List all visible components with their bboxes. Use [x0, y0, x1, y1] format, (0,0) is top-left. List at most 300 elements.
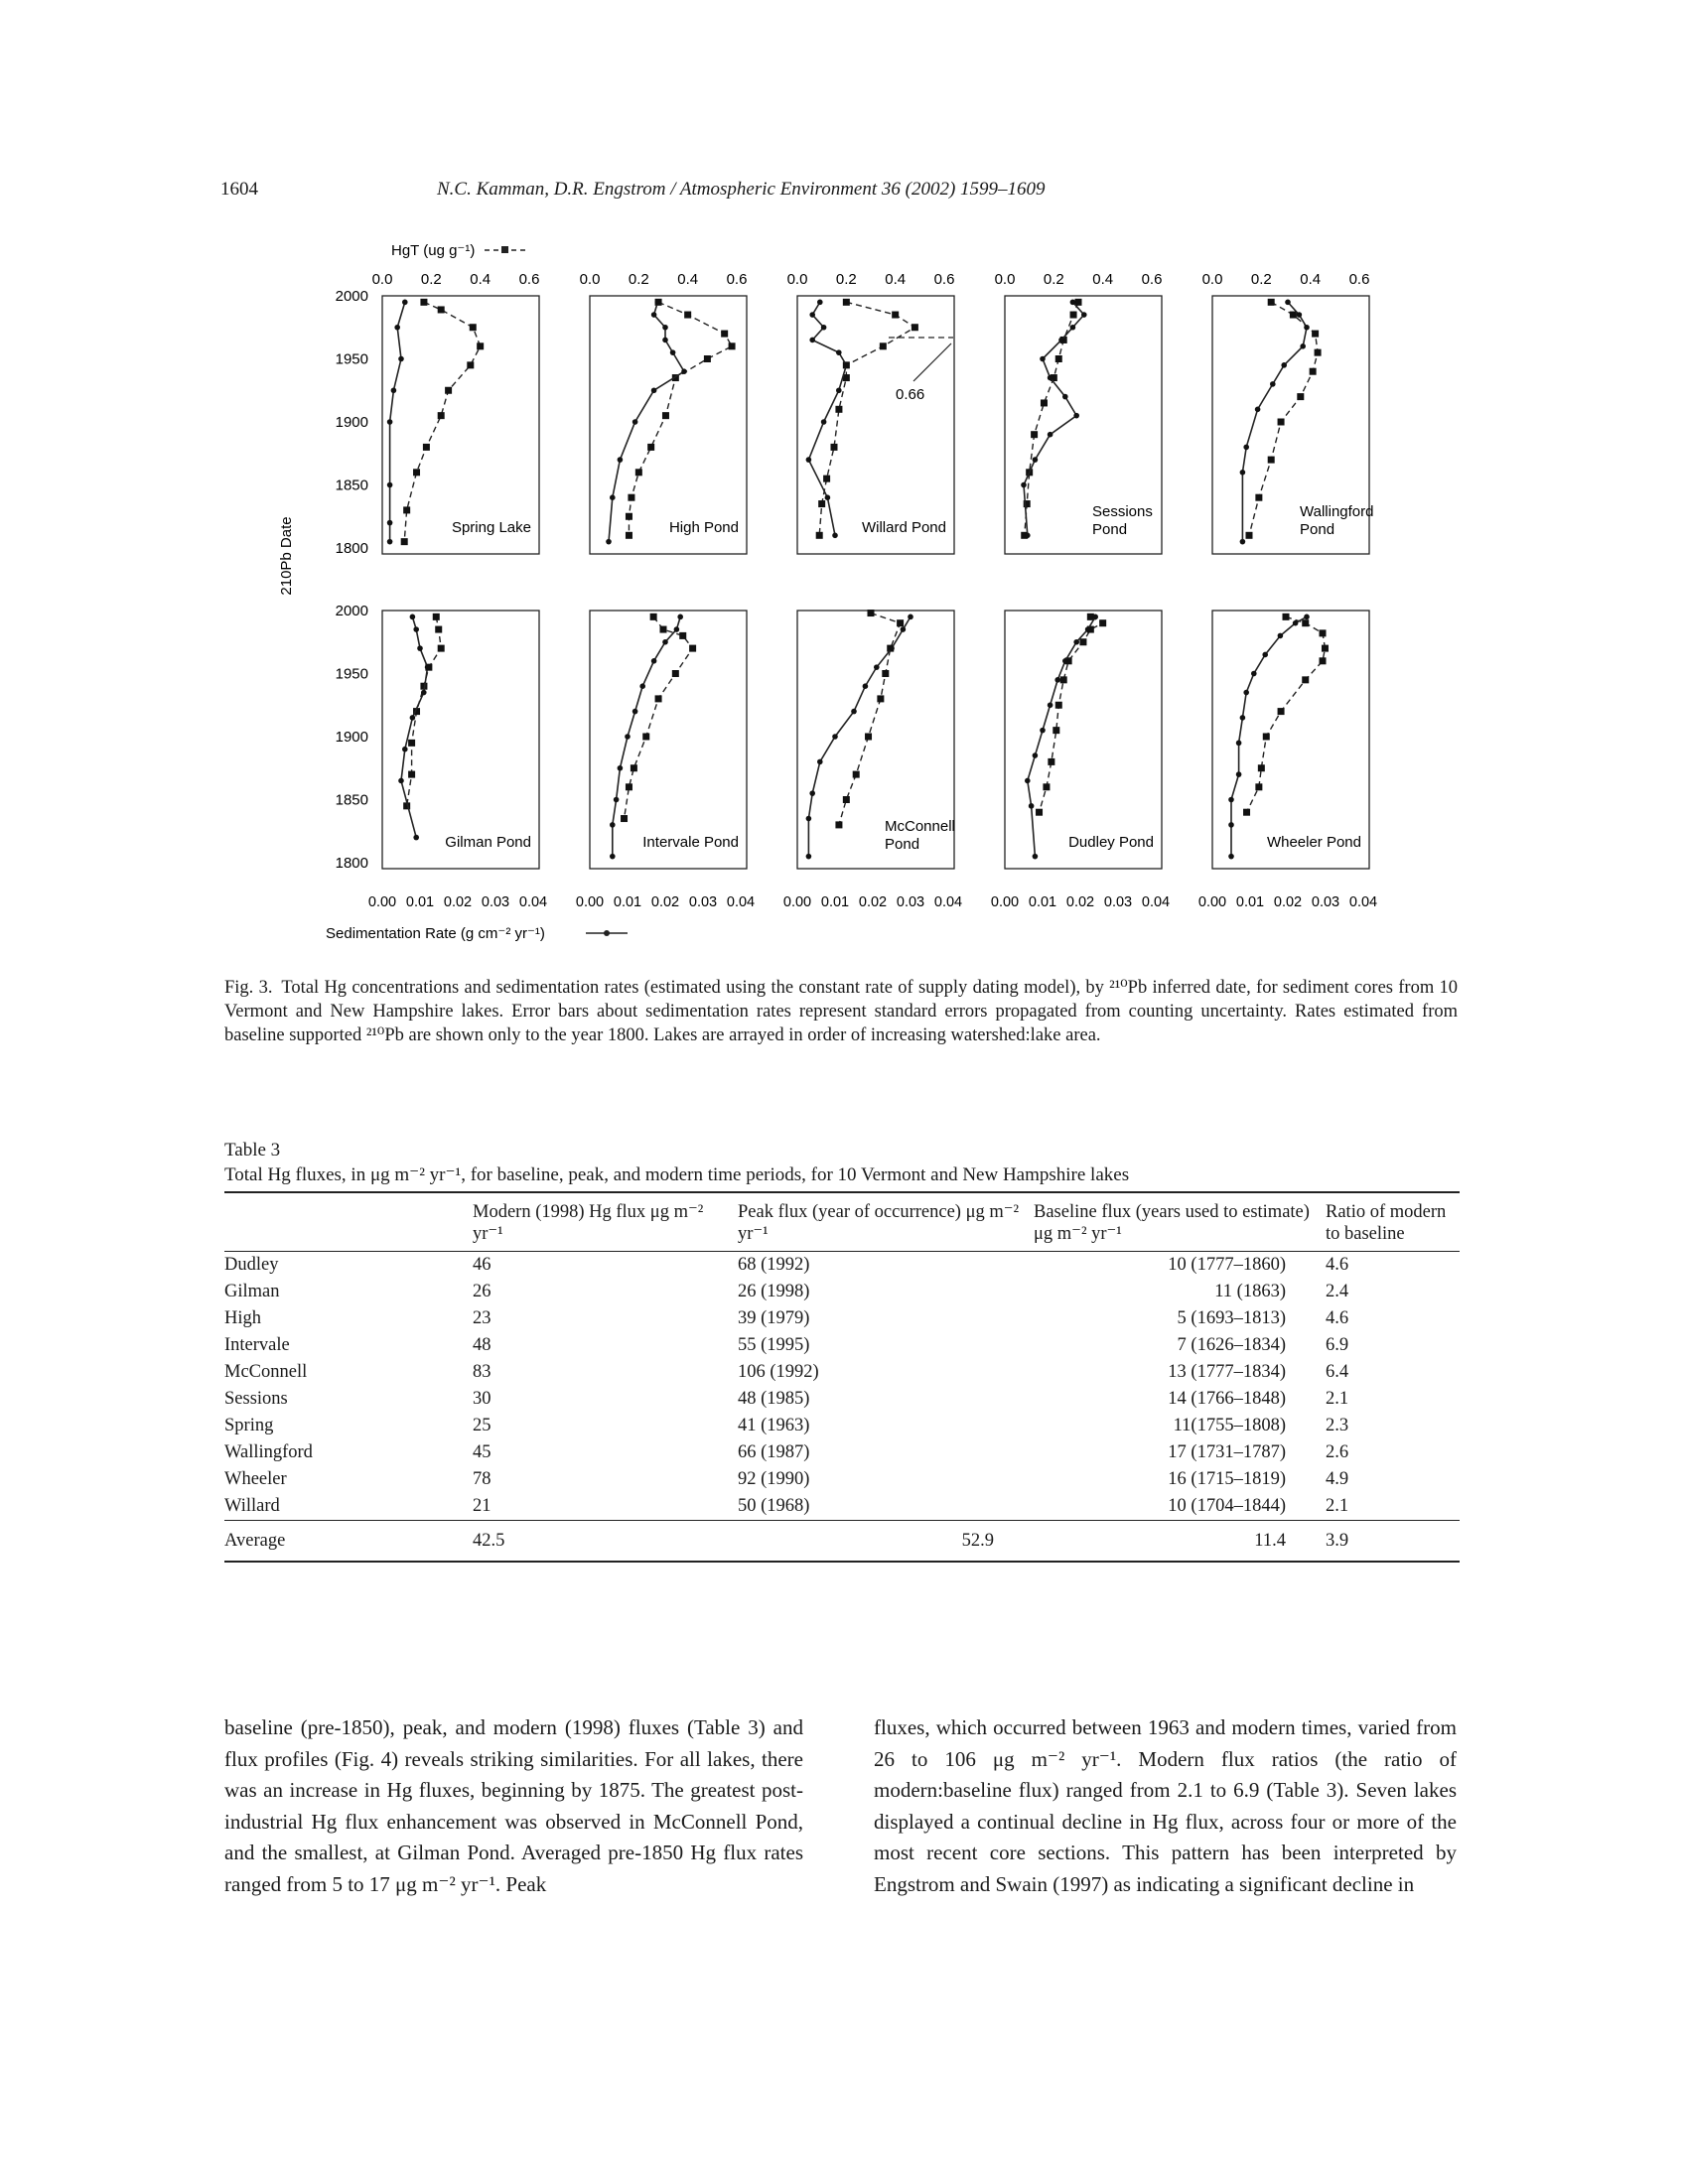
top-axis-tick-label: 0.6 — [518, 271, 540, 288]
table-footer-row — [224, 1521, 1460, 1563]
hg-data-point — [470, 324, 477, 331]
hg-data-point — [660, 626, 667, 633]
table-cell: 3.9 — [1326, 1530, 1349, 1551]
sed-data-point — [908, 614, 913, 620]
table-cell: 48 (1985) — [738, 1389, 810, 1409]
bottom-axis-tick-label: 0.02 — [650, 894, 680, 910]
table-row — [224, 1386, 1460, 1413]
sed-data-point — [651, 658, 657, 664]
sed-data-point — [1040, 356, 1046, 362]
panel-frame — [1212, 611, 1369, 869]
sed-data-point — [610, 854, 616, 860]
sed-data-point — [1304, 614, 1310, 620]
sed-data-point — [387, 520, 393, 526]
table-row — [224, 1359, 1460, 1386]
sed-data-point — [410, 614, 416, 620]
sed-data-point — [387, 419, 393, 425]
hg-data-point — [912, 324, 918, 331]
hg-series-line — [629, 302, 732, 535]
lake-label: Wheeler Pond — [1266, 834, 1361, 851]
hg-data-point — [1263, 734, 1270, 741]
table-row — [224, 1305, 1460, 1332]
sed-data-point — [1048, 432, 1053, 438]
hg-data-point — [1310, 368, 1317, 375]
bottom-axis-tick-label: 0.02 — [1273, 894, 1303, 910]
year-tick-label: 1800 — [335, 855, 368, 872]
year-tick-label: 2000 — [335, 288, 368, 305]
year-tick-label: 1950 — [335, 665, 368, 683]
hg-data-point — [438, 412, 445, 419]
sed-data-point — [681, 368, 687, 374]
sed-data-point — [677, 614, 683, 620]
sed-data-point — [674, 626, 680, 632]
sed-data-point — [398, 778, 404, 784]
table-cell: 83 — [473, 1362, 491, 1382]
hg-data-point — [445, 387, 452, 394]
table-cell: 17 (1731–1787) — [1168, 1442, 1286, 1462]
bottom-axis-tick-label: 0.00 — [575, 894, 605, 910]
hg-data-point — [1312, 331, 1319, 338]
sed-data-point — [817, 759, 823, 765]
sed-data-point — [832, 533, 838, 539]
sed-data-point — [825, 494, 831, 500]
hg-data-point — [897, 619, 904, 626]
sed-data-point — [1236, 771, 1242, 777]
top-axis-tick-label: 0.4 — [677, 271, 699, 288]
table-cell: Wallingford — [224, 1442, 313, 1462]
table-cell: McConnell — [224, 1362, 308, 1382]
bottom-axis-tick-label: 0.01 — [820, 894, 850, 910]
bottom-axis-tick-label: 0.00 — [990, 894, 1020, 910]
lake-label: McConnell — [885, 818, 955, 835]
sed-data-point — [417, 645, 423, 651]
sed-data-point — [662, 639, 668, 645]
sed-data-point — [1281, 362, 1287, 368]
table-cell: 5 (1693–1813) — [1177, 1308, 1286, 1328]
sed-series-line — [1242, 302, 1307, 541]
hg-data-point — [1320, 657, 1327, 664]
sed-data-point — [1228, 822, 1234, 828]
hg-data-point — [843, 796, 850, 803]
table-cell: 2.1 — [1326, 1496, 1349, 1516]
table-cell: 11.4 — [1254, 1530, 1286, 1551]
hg-data-point — [1099, 619, 1106, 626]
table-cell: Gilman — [224, 1282, 280, 1301]
sed-data-point — [1243, 690, 1249, 696]
sed-data-point — [817, 300, 823, 306]
table-cell: Wheeler — [224, 1469, 287, 1489]
table-row — [224, 1493, 1460, 1521]
hg-data-point — [843, 299, 850, 306]
table-cell: 16 (1715–1819) — [1168, 1469, 1286, 1489]
hg-series-line — [1025, 302, 1078, 535]
hg-data-point — [1243, 809, 1250, 816]
sed-data-point — [398, 356, 404, 362]
top-axis-tick-label: 0.6 — [1348, 271, 1370, 288]
sed-data-point — [632, 709, 638, 715]
sed-data-point — [1033, 854, 1039, 860]
sed-data-point — [1062, 394, 1068, 400]
sed-data-point — [1073, 413, 1079, 419]
sed-data-point — [1243, 445, 1249, 451]
lake-label: Willard Pond — [861, 519, 946, 536]
hg-data-point — [1268, 457, 1275, 464]
table-cell: 92 (1990) — [738, 1469, 810, 1489]
hg-data-point — [892, 312, 899, 319]
hg-series-line — [404, 302, 480, 541]
hg-data-point — [882, 670, 889, 677]
hg-data-point — [408, 771, 415, 778]
top-axis-tick-label: 0.0 — [1201, 271, 1223, 288]
year-tick-label: 1850 — [335, 791, 368, 809]
hg-data-point — [626, 532, 632, 539]
table-cell: 106 (1992) — [738, 1362, 819, 1382]
bottom-axis-tick-label: 0.00 — [1197, 894, 1227, 910]
lake-label: Sessions — [1092, 503, 1153, 520]
lake-label-line-2: Pond — [1300, 521, 1335, 538]
sed-data-point — [614, 797, 620, 803]
table-cell: 11 (1863) — [1214, 1282, 1286, 1301]
top-axis-tick-label: 0.4 — [470, 271, 491, 288]
table-cell: 10 (1777–1860) — [1168, 1255, 1286, 1275]
table-cell: 4.6 — [1326, 1255, 1349, 1275]
hg-data-point — [877, 695, 884, 702]
sed-data-point — [836, 387, 842, 393]
hg-data-point — [413, 469, 420, 476]
table-body — [224, 1252, 1460, 1521]
sed-data-point — [421, 690, 427, 696]
hg-data-point — [679, 632, 686, 639]
y-axis-title: 210Pb Date — [278, 516, 295, 596]
table-row — [224, 1466, 1460, 1493]
sed-data-point — [1048, 702, 1053, 708]
sed-data-point — [606, 539, 612, 545]
hg-data-point — [423, 444, 430, 451]
lake-label-line-2: Pond — [885, 836, 920, 853]
table-cell: 2.1 — [1326, 1389, 1349, 1409]
top-axis-tick-label: 0.4 — [1092, 271, 1114, 288]
lake-label: Wallingford — [1300, 503, 1374, 520]
year-tick-label: 1900 — [335, 729, 368, 746]
year-tick-label: 1900 — [335, 414, 368, 431]
hg-data-point — [853, 771, 860, 778]
hg-data-point — [1278, 708, 1285, 715]
hg-data-point — [1290, 312, 1297, 319]
hg-data-point — [831, 444, 838, 451]
table-cell: 45 — [473, 1442, 491, 1462]
hg-data-point — [662, 412, 669, 419]
hg-data-point — [880, 342, 887, 349]
flux-table — [224, 1191, 1460, 1563]
hg-data-point — [642, 734, 649, 741]
body-text-right-column: fluxes, which occurred between 1963 and modern times, varied from 26 to 106 μg m⁻² yr⁻¹. Modern flux ratios (the ratio of modern:baseline flux) ranged from 2.1 to 6.9 (Table 3). Seven lakes displayed a continual decline in Hg flux, across four or more of the most recent core sections. This pattern has been interpreted by Engstrom and Swain (1997) as indicating a significant decline in — [874, 1715, 1457, 1896]
top-axis-tick-label: 0.2 — [420, 271, 442, 288]
hg-data-point — [1302, 676, 1309, 683]
sed-series-line — [1028, 616, 1095, 856]
hg-data-point — [433, 614, 440, 620]
hg-data-point — [1036, 809, 1043, 816]
table-cell: 78 — [473, 1469, 491, 1489]
table-cell: 50 (1968) — [738, 1496, 810, 1516]
table-header-cell: Baseline flux (years used to estimate) μg m⁻² yr⁻¹ — [1034, 1202, 1310, 1244]
table-cell: 68 (1992) — [738, 1255, 810, 1275]
sed-data-point — [809, 312, 815, 318]
journal-citation: N.C. Kamman, D.R. Engstrom / Atmospheric Environment 36 (2002) 1599–1609 — [437, 179, 1046, 200]
sed-series-line — [609, 302, 684, 541]
sed-data-point — [1293, 620, 1299, 626]
sed-data-point — [1228, 854, 1234, 860]
hg-data-point — [401, 538, 408, 545]
sed-data-point — [1255, 407, 1261, 413]
sed-data-point — [809, 338, 815, 343]
table-cell: 13 (1777–1834) — [1168, 1362, 1286, 1382]
table-cell: 4.6 — [1326, 1308, 1349, 1328]
bottom-axis-tick-label: 0.04 — [1141, 894, 1171, 910]
hg-data-point — [721, 331, 728, 338]
sed-data-point — [1278, 633, 1284, 639]
table-cell: 55 (1995) — [738, 1335, 810, 1355]
hg-data-point — [1320, 629, 1327, 636]
lake-label: High Pond — [668, 519, 739, 536]
bottom-axis-tick-label: 0.03 — [481, 894, 510, 910]
table-row — [224, 1439, 1460, 1466]
page-number: 1604 — [220, 179, 258, 200]
sed-data-point — [1304, 325, 1310, 331]
table-cell: 21 — [473, 1496, 491, 1516]
table-cell: 66 (1987) — [738, 1442, 810, 1462]
top-axis-tick-label: 0.6 — [933, 271, 955, 288]
sed-data-point — [1021, 482, 1027, 488]
sed-data-point — [1240, 539, 1246, 545]
hg-data-point — [865, 734, 872, 741]
hg-data-point — [835, 406, 842, 413]
annotation-label: 0.66 — [896, 386, 925, 403]
sed-data-point — [413, 626, 419, 632]
sed-data-point — [851, 709, 857, 715]
table-header-cell: Modern (1998) Hg flux μg m⁻² yr⁻¹ — [473, 1202, 704, 1244]
hg-data-point — [655, 695, 662, 702]
hg-data-point — [1246, 532, 1253, 539]
sed-data-point — [1085, 626, 1091, 632]
table-cell: 11(1755–1808) — [1173, 1416, 1286, 1435]
hg-data-point — [684, 312, 691, 319]
sed-data-point — [806, 457, 812, 463]
table-cell: Average — [224, 1530, 286, 1551]
sed-data-point — [874, 664, 880, 670]
sed-data-point — [806, 854, 812, 860]
hg-data-point — [1297, 393, 1304, 400]
hg-data-point — [1322, 645, 1329, 652]
figure-3-chart — [0, 0, 1684, 953]
table-cell: Intervale — [224, 1335, 290, 1355]
hg-data-point — [628, 494, 634, 501]
sed-data-point — [1236, 741, 1242, 747]
table-cell: 2.3 — [1326, 1416, 1349, 1435]
table-row — [224, 1252, 1460, 1280]
table-cell: 7 (1626–1834) — [1177, 1335, 1286, 1355]
sed-data-point — [402, 747, 408, 752]
sed-data-point — [1054, 677, 1060, 683]
sed-data-point — [394, 325, 400, 331]
sed-data-point — [863, 683, 869, 689]
hg-data-point — [1278, 419, 1285, 426]
hg-data-point — [729, 342, 736, 349]
hg-data-point — [1055, 702, 1062, 709]
sed-data-point — [1058, 338, 1064, 343]
bottom-axis-tick-label: 0.03 — [1311, 894, 1340, 910]
sed-data-point — [625, 734, 631, 740]
top-axis-tick-label: 0.2 — [1250, 271, 1272, 288]
hg-data-point — [403, 506, 410, 513]
sed-data-point — [1285, 300, 1291, 306]
hg-data-point — [1041, 399, 1048, 406]
sed-series-line — [1024, 302, 1084, 535]
year-tick-label: 2000 — [335, 603, 368, 619]
lake-label: Gilman Pond — [445, 834, 531, 851]
bottom-axis-tick-label: 0.03 — [1103, 894, 1133, 910]
sed-data-point — [413, 835, 419, 841]
table-cell: Dudley — [224, 1255, 279, 1275]
hg-data-point — [868, 610, 875, 616]
sed-data-point — [1025, 533, 1031, 539]
year-tick-label: 1850 — [335, 477, 368, 494]
hg-data-point — [438, 645, 445, 652]
table-cell: 26 — [473, 1282, 491, 1301]
table-label: Table 3 — [224, 1140, 281, 1160]
sed-data-point — [821, 419, 827, 425]
table-header-row — [224, 1192, 1460, 1252]
sed-data-point — [1240, 470, 1246, 476]
sed-data-point — [844, 362, 850, 368]
bottom-axis-tick-label: 0.04 — [933, 894, 963, 910]
hg-data-point — [1283, 614, 1290, 620]
top-axis-tick-label: 0.0 — [994, 271, 1016, 288]
hg-data-point — [626, 513, 632, 520]
panel-frame — [382, 611, 539, 869]
sed-data-point — [1070, 300, 1076, 306]
bottom-axis-tick-label: 0.01 — [1028, 894, 1057, 910]
top-axis-tick-label: 0.4 — [885, 271, 907, 288]
hg-data-point — [672, 670, 679, 677]
hg-data-point — [704, 355, 711, 362]
table-cell: 25 — [473, 1416, 491, 1435]
hg-data-point — [1052, 727, 1059, 734]
bottom-axis-tick-label: 0.01 — [1235, 894, 1265, 910]
sed-data-point — [1070, 325, 1076, 331]
hg-data-point — [1315, 349, 1322, 356]
hg-data-point — [1255, 494, 1262, 501]
table-title: Total Hg fluxes, in μg m⁻² yr⁻¹, for baseline, peak, and modern time periods, for 10 Vermont and New Hampshire lakes — [224, 1164, 1130, 1185]
bottom-axis-tick-label: 0.01 — [405, 894, 435, 910]
table-header-cell: Ratio of modern to baseline — [1326, 1202, 1447, 1244]
table-cell: Willard — [224, 1496, 280, 1516]
bottom-axis-tick-label: 0.04 — [518, 894, 548, 910]
annotation-arrow — [913, 343, 951, 381]
hg-data-point — [1268, 299, 1275, 306]
table-row — [224, 1279, 1460, 1305]
sed-data-point — [651, 387, 657, 393]
sed-data-point — [387, 539, 393, 545]
hg-data-point — [650, 614, 657, 620]
top-axis-tick-label: 0.2 — [835, 271, 857, 288]
table-cell: 41 (1963) — [738, 1416, 810, 1435]
hg-data-point — [420, 299, 427, 306]
hg-data-point — [1258, 764, 1265, 771]
table-cell: High — [224, 1308, 261, 1328]
hg-data-point — [477, 342, 484, 349]
hg-series-line — [1247, 616, 1326, 812]
sed-data-point — [425, 664, 431, 670]
sed-data-point — [1033, 752, 1039, 758]
hg-data-point — [689, 645, 696, 652]
sed-data-point — [1029, 803, 1035, 809]
top-axis-tick-label: 0.2 — [1043, 271, 1064, 288]
hg-data-point — [438, 306, 445, 313]
figure-caption-label: Fig. 3. — [224, 978, 273, 998]
hg-series-line — [625, 616, 693, 818]
sed-data-point — [1048, 375, 1053, 381]
hg-data-point — [835, 821, 842, 828]
table-row — [224, 1332, 1460, 1359]
panel-frame — [1005, 611, 1162, 869]
sed-data-point — [1240, 715, 1246, 721]
hg-data-point — [1043, 783, 1050, 790]
figure-caption — [224, 976, 1458, 1047]
sed-data-point — [632, 419, 638, 425]
hg-data-point — [823, 476, 830, 482]
bottom-axis-tick-label: 0.02 — [1065, 894, 1095, 910]
hg-data-point — [647, 444, 654, 451]
sed-data-point — [670, 349, 676, 355]
hg-data-point — [1255, 783, 1262, 790]
table-cell: 52.9 — [961, 1530, 994, 1551]
hg-data-point — [631, 764, 637, 771]
sed-data-point — [901, 626, 907, 632]
sed-data-point — [1251, 671, 1257, 677]
table-cell: 26 (1998) — [738, 1282, 810, 1301]
panel-frame — [590, 611, 747, 869]
table-header-cell — [224, 1192, 473, 1252]
sed-data-point — [1073, 639, 1079, 645]
table-cell: 14 (1766–1848) — [1168, 1389, 1286, 1409]
hg-legend-marker — [501, 246, 508, 253]
sed-data-point — [1228, 797, 1234, 803]
sed-data-point — [1081, 312, 1087, 318]
table-cell: 46 — [473, 1255, 491, 1275]
table-cell: Spring — [224, 1416, 274, 1435]
sed-data-point — [410, 715, 416, 721]
hg-data-point — [626, 783, 632, 790]
table-cell: 6.4 — [1326, 1362, 1349, 1382]
bottom-axis-tick-label: 0.04 — [726, 894, 756, 910]
hg-data-point — [1070, 312, 1077, 319]
sed-data-point — [809, 790, 815, 796]
sed-data-point — [639, 683, 645, 689]
sed-data-point — [1040, 728, 1046, 734]
lake-label: Dudley Pond — [1068, 834, 1154, 851]
sed-data-point — [618, 765, 624, 771]
sed-legend-marker — [604, 930, 610, 936]
sed-data-point — [391, 387, 397, 393]
top-axis-tick-label: 0.0 — [579, 271, 601, 288]
top-axis-title: HgT (ug g⁻¹) — [391, 242, 476, 259]
hg-data-point — [1031, 431, 1038, 438]
top-axis-tick-label: 0.0 — [786, 271, 808, 288]
bottom-axis-tick-label: 0.03 — [688, 894, 718, 910]
table-cell: 42.5 — [473, 1530, 505, 1551]
bottom-axis-title: Sedimentation Rate (g cm⁻² yr⁻¹) — [326, 925, 545, 942]
bottom-axis-tick-label: 0.00 — [367, 894, 397, 910]
